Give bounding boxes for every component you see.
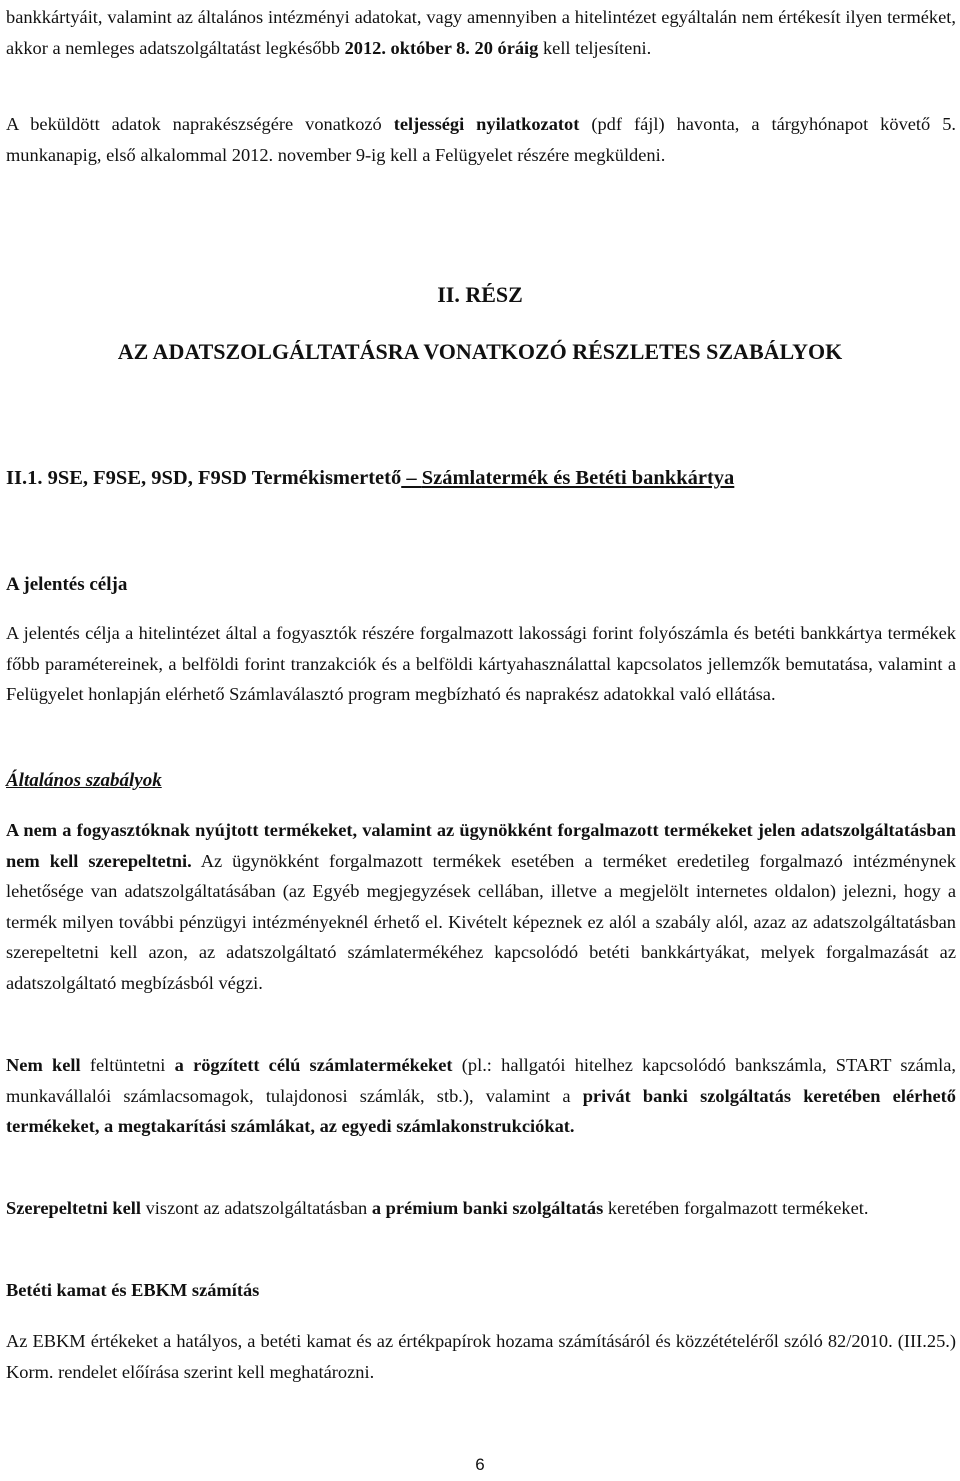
section-separator: – <box>401 467 422 489</box>
bold-run: a rögzített célú számlatermékeket <box>174 1055 453 1075</box>
text-run: A beküldött adatok naprakészségére vonatkozó <box>6 114 394 134</box>
part-title: II. RÉSZ <box>437 282 523 307</box>
bold-run: a prémium banki szolgáltatás <box>371 1198 604 1218</box>
page-number: 6 <box>475 1455 485 1474</box>
not-needed-paragraph <box>6 1050 956 1142</box>
text-run: (pl.: hallgatói hitelhez kapcsolódó bankszámla, START számla, munkavállalói számlacsomagok, tulajdonosi számlák, stb.), valamint a <box>6 1055 956 1106</box>
purpose-heading: A jelentés célja <box>6 574 128 595</box>
text-run: bankkártyáit, valamint az általános intézményi adatokat, vagy amennyiben a hitelintézet egyáltalán nem értékesít ilyen terméket, akkor a nemleges adatszolgáltatást legkésőbb <box>6 7 956 58</box>
part-subtitle: AZ ADATSZOLGÁLTATÁSRA VONATKOZÓ RÉSZLETES SZABÁLYOK <box>117 339 843 364</box>
bold-run: Szerepeltetni kell <box>6 1198 142 1218</box>
section-heading <box>6 463 734 493</box>
general-rules-bold: A nem a fogyasztóknak nyújtott termékeket, valamint az ügynökként forgalmazott termékeket jelen adatszolgáltatásban nem kell szerepeltetni. <box>6 820 956 871</box>
completeness-bold: teljességi nyilatkozatot <box>393 114 580 134</box>
interest-heading: Betéti kamat és EBKM számítás <box>6 1280 260 1300</box>
general-rules-heading: Általános szabályok <box>6 770 162 791</box>
intro-paragraph <box>6 2 956 63</box>
include-paragraph <box>6 1193 956 1224</box>
purpose-paragraph: A jelentés célja a hitelintézet által a fogyasztók részére forgalmazott lakossági forint folyószámla és betéti bankkártya termékek főbb paramétereinek, a belföldi forint tranzakciók és a belföldi kártyahasználattal kapcsolatos jellemzők bemutatása, valamint a Felügyelet honlapján elérhető Számlaválasztó program megbízható és naprakész adatokkal való ellátása. <box>6 623 956 704</box>
general-rules-paragraph <box>6 815 956 998</box>
section-title: Számlatermék és Betéti bankkártya <box>421 467 735 489</box>
deadline-bold: 2012. október 8. 20 óráig <box>344 37 539 58</box>
text-run: (pdf fájl) havonta, a tárgyhónapot követő 5. munkanapig, első alkalommal 2012. november 9-ig kell a Felügyelet részére megküldeni. <box>6 114 957 165</box>
bold-run: Nem kell <box>6 1055 81 1075</box>
bold-run: privát banki szolgáltatás keretében elérhető termékeket, a megtakarítási számlákat, az egyedi számlakonstrukciókat. <box>6 1085 956 1136</box>
text-run: keretében forgalmazott termékeket. <box>603 1198 869 1218</box>
text-run: viszont az adatszolgáltatásban <box>141 1198 372 1218</box>
text-run: feltüntetni <box>80 1055 175 1075</box>
section-code: II.1. 9SE, F9SE, 9SD, F9SD Termékismertető <box>6 467 402 489</box>
text-run: kell teljesíteni. <box>538 37 652 58</box>
interest-paragraph: Az EBKM értékeket a hatályos, a betéti kamat és az értékpapírok hozama számításáról és közzétételéről szóló 82/2010. (III.25.) Korm. rendelet előírása szerint kell meghatározni. <box>6 1331 956 1382</box>
completeness-paragraph <box>6 109 956 170</box>
text-run: Az ügynökként forgalmazott termékek esetében a terméket eredetileg forgalmazó intézménynek lehetősége van adatszolgáltatásában (az Egyéb megjegyzések cellában, illetve a megjelölt internetes oldalon) jelezni, hogy a termék milyen további pénzügyi intézményeknél érhető el. Kivételt képeznek ez alól a szabály alól, azaz az adatszolgáltatásban szerepeltetni kell azon, az adatszolgáltató számlatermékéhez kapcsolódó betéti bankkártyákat, melyek forgalmazását az adatszolgáltató megbízásból végzi. <box>6 850 956 993</box>
